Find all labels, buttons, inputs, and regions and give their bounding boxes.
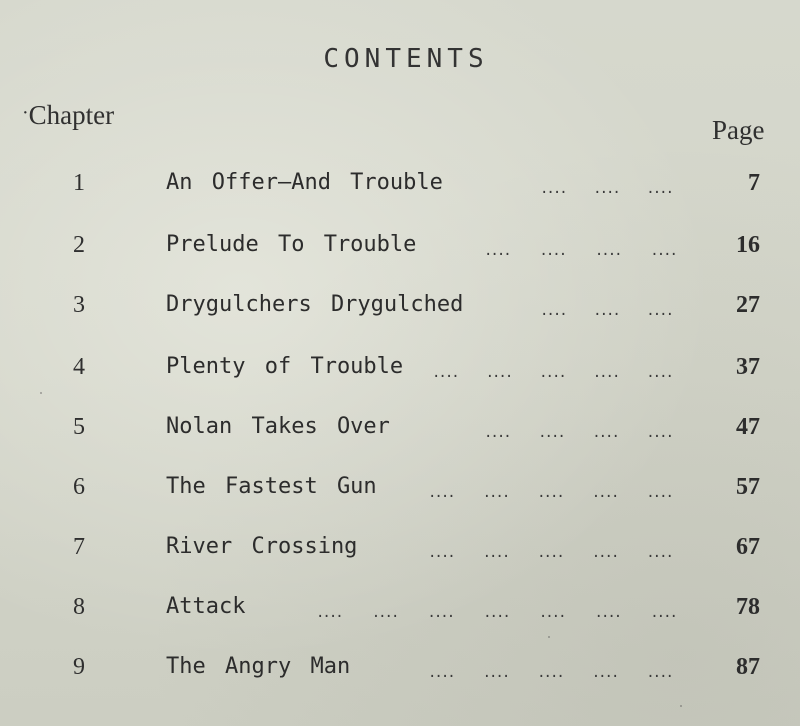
leader-dots: .... bbox=[650, 605, 676, 621]
chapter-title: Nolan Takes Over bbox=[166, 414, 390, 439]
leader-dots: .... bbox=[537, 665, 563, 681]
leader-dots: .... bbox=[539, 365, 565, 381]
chapter-number: 4 bbox=[73, 354, 85, 380]
leader-dots: .... bbox=[538, 425, 564, 441]
dot-leader bbox=[540, 181, 672, 197]
paper-speck bbox=[680, 705, 682, 707]
contents-row bbox=[0, 414, 800, 454]
leader-dots: .... bbox=[591, 545, 618, 561]
chapter-title: The Fastest Gun bbox=[166, 474, 377, 499]
chapter-title: Attack bbox=[166, 594, 246, 619]
leader-dots: .... bbox=[428, 485, 454, 501]
dot-leader bbox=[316, 605, 676, 621]
leader-dots: .... bbox=[482, 545, 509, 561]
leader-dots: .... bbox=[427, 605, 454, 621]
leader-dots: .... bbox=[539, 243, 566, 259]
leader-dots: .... bbox=[593, 303, 619, 319]
contents-row bbox=[0, 354, 800, 394]
chapter-title: River Crossing bbox=[166, 534, 358, 559]
chapter-title: Drygulchers Drygulched bbox=[166, 292, 464, 317]
leader-dots: .... bbox=[646, 181, 672, 197]
chapter-title: The Angry Man bbox=[166, 654, 351, 679]
contents-row bbox=[0, 170, 800, 210]
page-column-header: Page bbox=[712, 115, 765, 145]
page-number: 87 bbox=[736, 654, 760, 680]
dot-leader bbox=[484, 243, 676, 259]
page-title: CONTENTS bbox=[323, 44, 489, 74]
leader-dots: .... bbox=[591, 665, 618, 681]
leader-dots: .... bbox=[593, 181, 619, 197]
paper-speck bbox=[40, 392, 42, 394]
page-number: 27 bbox=[736, 292, 760, 318]
page-number: 7 bbox=[748, 170, 760, 196]
contents-row bbox=[0, 232, 800, 272]
leader-dots: .... bbox=[591, 485, 618, 501]
leader-dots: .... bbox=[540, 303, 566, 319]
dot-leader bbox=[428, 545, 672, 561]
chapter-title: Prelude To Trouble bbox=[166, 232, 417, 257]
dot-leader bbox=[432, 365, 672, 381]
chapter-title: Plenty of Trouble bbox=[166, 354, 404, 379]
chapter-number: 9 bbox=[73, 654, 85, 680]
chapter-number: 2 bbox=[73, 232, 85, 258]
contents-row bbox=[0, 534, 800, 574]
leader-dots: .... bbox=[646, 365, 672, 381]
leader-dots: .... bbox=[484, 243, 510, 259]
leader-dots: .... bbox=[646, 545, 672, 561]
leader-dots: .... bbox=[646, 425, 672, 441]
contents-row bbox=[0, 594, 800, 634]
dot-leader bbox=[540, 303, 672, 319]
leader-dots: .... bbox=[485, 365, 512, 381]
page-number: 57 bbox=[736, 474, 760, 500]
leader-dots: .... bbox=[371, 605, 398, 621]
contents-row bbox=[0, 654, 800, 694]
chapter-number: 5 bbox=[73, 414, 85, 440]
page-number: 67 bbox=[736, 534, 760, 560]
chapter-marker: · bbox=[22, 102, 29, 124]
leader-dots: .... bbox=[594, 605, 621, 621]
leader-dots: .... bbox=[483, 605, 509, 621]
leader-dots: .... bbox=[428, 545, 454, 561]
leader-dots: .... bbox=[540, 181, 566, 197]
chapter-number: 8 bbox=[73, 594, 85, 620]
dot-leader bbox=[428, 665, 672, 681]
page-number: 37 bbox=[736, 354, 760, 380]
chapter-number: 7 bbox=[73, 534, 85, 560]
leader-dots: .... bbox=[482, 485, 509, 501]
contents-row bbox=[0, 474, 800, 514]
chapter-number: 3 bbox=[73, 292, 85, 318]
leader-dots: .... bbox=[646, 665, 672, 681]
page-number: 16 bbox=[736, 232, 760, 258]
leader-dots: .... bbox=[594, 243, 621, 259]
chapter-header-label: Chapter bbox=[28, 100, 115, 130]
leader-dots: .... bbox=[650, 243, 676, 259]
chapter-title: An Offer—And Trouble bbox=[166, 170, 443, 195]
page-number: 47 bbox=[736, 414, 760, 440]
contents-row bbox=[0, 292, 800, 332]
dot-leader bbox=[428, 485, 672, 501]
chapter-number: 6 bbox=[73, 474, 85, 500]
leader-dots: .... bbox=[316, 605, 342, 621]
leader-dots: .... bbox=[538, 605, 565, 621]
leader-dots: .... bbox=[592, 425, 618, 441]
leader-dots: .... bbox=[482, 665, 509, 681]
page-number: 78 bbox=[736, 594, 760, 620]
leader-dots: .... bbox=[646, 485, 672, 501]
leader-dots: .... bbox=[646, 303, 672, 319]
dot-leader bbox=[484, 425, 672, 441]
leader-dots: .... bbox=[537, 485, 563, 501]
leader-dots: .... bbox=[484, 425, 510, 441]
leader-dots: .... bbox=[428, 665, 454, 681]
leader-dots: .... bbox=[537, 545, 563, 561]
leader-dots: .... bbox=[432, 365, 458, 381]
leader-dots: .... bbox=[592, 365, 619, 381]
paper-speck bbox=[548, 636, 550, 638]
chapter-number: 1 bbox=[73, 170, 85, 196]
